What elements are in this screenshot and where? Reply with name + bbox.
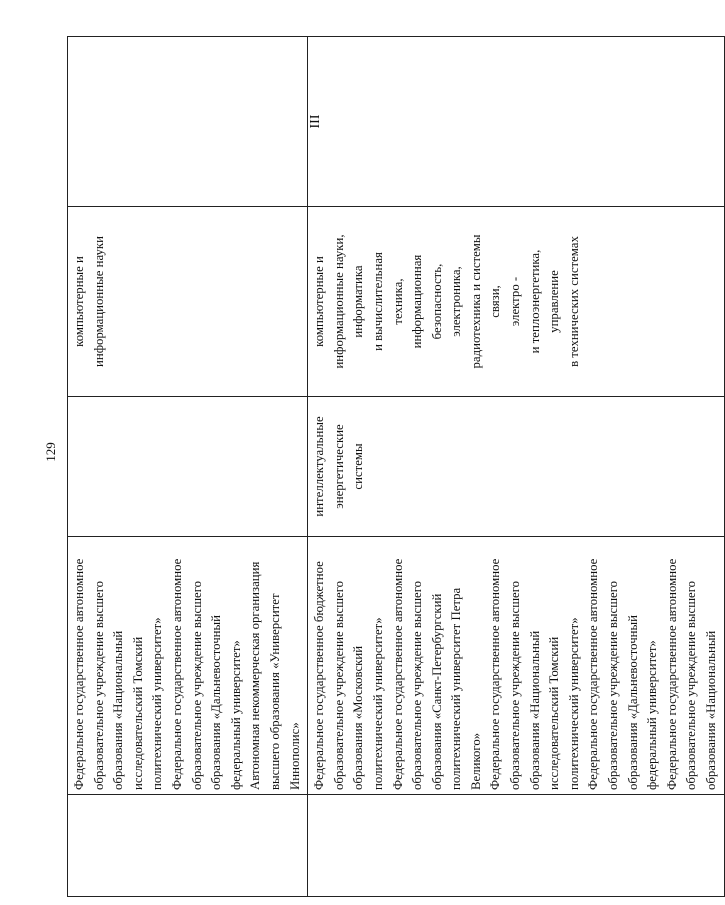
cell-line: политехнический университет» [150, 617, 165, 790]
page-number: 129 [42, 442, 58, 462]
cell-line: образования «Национальный [527, 630, 542, 790]
cell-line: политехнический университет» [370, 617, 385, 790]
cell-r2-c5 [308, 37, 724, 207]
cell-line: политехнический университет Петра [449, 587, 464, 790]
cell-line: образования «Национальный [111, 630, 126, 790]
cell-line: интеллектуальные [312, 416, 327, 517]
cell-line: образования «Дальневосточный [625, 615, 640, 790]
cell-line: Великого» [468, 732, 483, 790]
cell-line: компьютерные и [72, 256, 86, 347]
cell-line: информационные науки, [331, 234, 346, 369]
cell-r1-c2 [68, 537, 308, 795]
cell-line: информационные науки [91, 236, 106, 367]
cell-r1-c3 [68, 397, 308, 537]
cell-line: исследовательский Томский [547, 636, 562, 790]
cell-r1-c4 [68, 207, 308, 397]
cell-r2-c2 [308, 537, 724, 795]
cell-line: Федеральное государственное автономное [664, 558, 679, 790]
cell-line: техника, [390, 278, 405, 325]
cell-line: связи, [488, 285, 503, 318]
cell-line: в технических системах [566, 236, 581, 367]
cell-line: безопасность, [429, 263, 444, 340]
table-row [308, 37, 724, 897]
cell-line: Федеральное государственное автономное [169, 558, 184, 790]
cell-r2-c4 [308, 207, 724, 397]
cell-line: Федеральное государственное автономное [586, 558, 601, 790]
cell-line: федеральный университет» [228, 640, 243, 790]
cell-line: управление [547, 270, 562, 333]
cell-line: и вычислительная [370, 252, 385, 351]
cell-r2-c1 [308, 795, 724, 897]
table-row [68, 37, 308, 897]
cell-line: образовательное учреждение высшего [91, 580, 106, 790]
cell-line: образовательное учреждение высшего [331, 580, 346, 790]
cell-line: образования «Национальный [704, 630, 718, 790]
cell-line: информационная [410, 254, 425, 349]
rotated-table-container [67, 37, 718, 897]
cell-line: радиотехника и системы [468, 234, 483, 369]
cell-r2-c3 [308, 397, 724, 537]
cell-line: Федеральное государственное автономное [488, 558, 503, 790]
cell-line: образования «Дальневосточный [209, 615, 224, 790]
cell-line: образовательное учреждение высшего [684, 580, 699, 790]
cell-line: высшего образования «Университет [267, 593, 282, 790]
cell-line: электро - [508, 276, 523, 327]
cell-line: образования «Московский [351, 645, 366, 790]
cell-line: Федеральное государственное автономное [390, 558, 405, 790]
cell-line: образования «Санкт-Петербургский [429, 593, 444, 790]
cell-line: Иннополис» [287, 722, 302, 790]
cell-line: компьютерные и [312, 256, 327, 347]
cell-line: Федеральное государственное бюджетное [312, 561, 327, 790]
programs-table [67, 36, 725, 897]
cell-line: электроника, [449, 266, 464, 337]
level-numeral: III [308, 114, 324, 129]
cell-line: образовательное учреждение высшего [508, 580, 523, 790]
cell-line: исследовательский Томский [130, 636, 145, 790]
cell-line: системы [351, 443, 366, 490]
cell-r1-c1 [68, 795, 308, 897]
cell-line: и теплоэнергетика, [527, 249, 542, 354]
cell-line: информатика [351, 265, 366, 338]
cell-line: образовательное учреждение высшего [410, 580, 425, 790]
cell-line: образовательное учреждение высшего [189, 580, 204, 790]
cell-line: политехнический университет» [566, 617, 581, 790]
cell-line: энергетические [331, 424, 346, 509]
cell-line: федеральный университет» [645, 640, 660, 790]
cell-line: Федеральное государственное автономное [72, 558, 86, 790]
cell-line: Автономная некоммерческая организация [248, 561, 263, 790]
cell-line: образовательное учреждение высшего [606, 580, 621, 790]
cell-r1-c5 [68, 37, 308, 207]
